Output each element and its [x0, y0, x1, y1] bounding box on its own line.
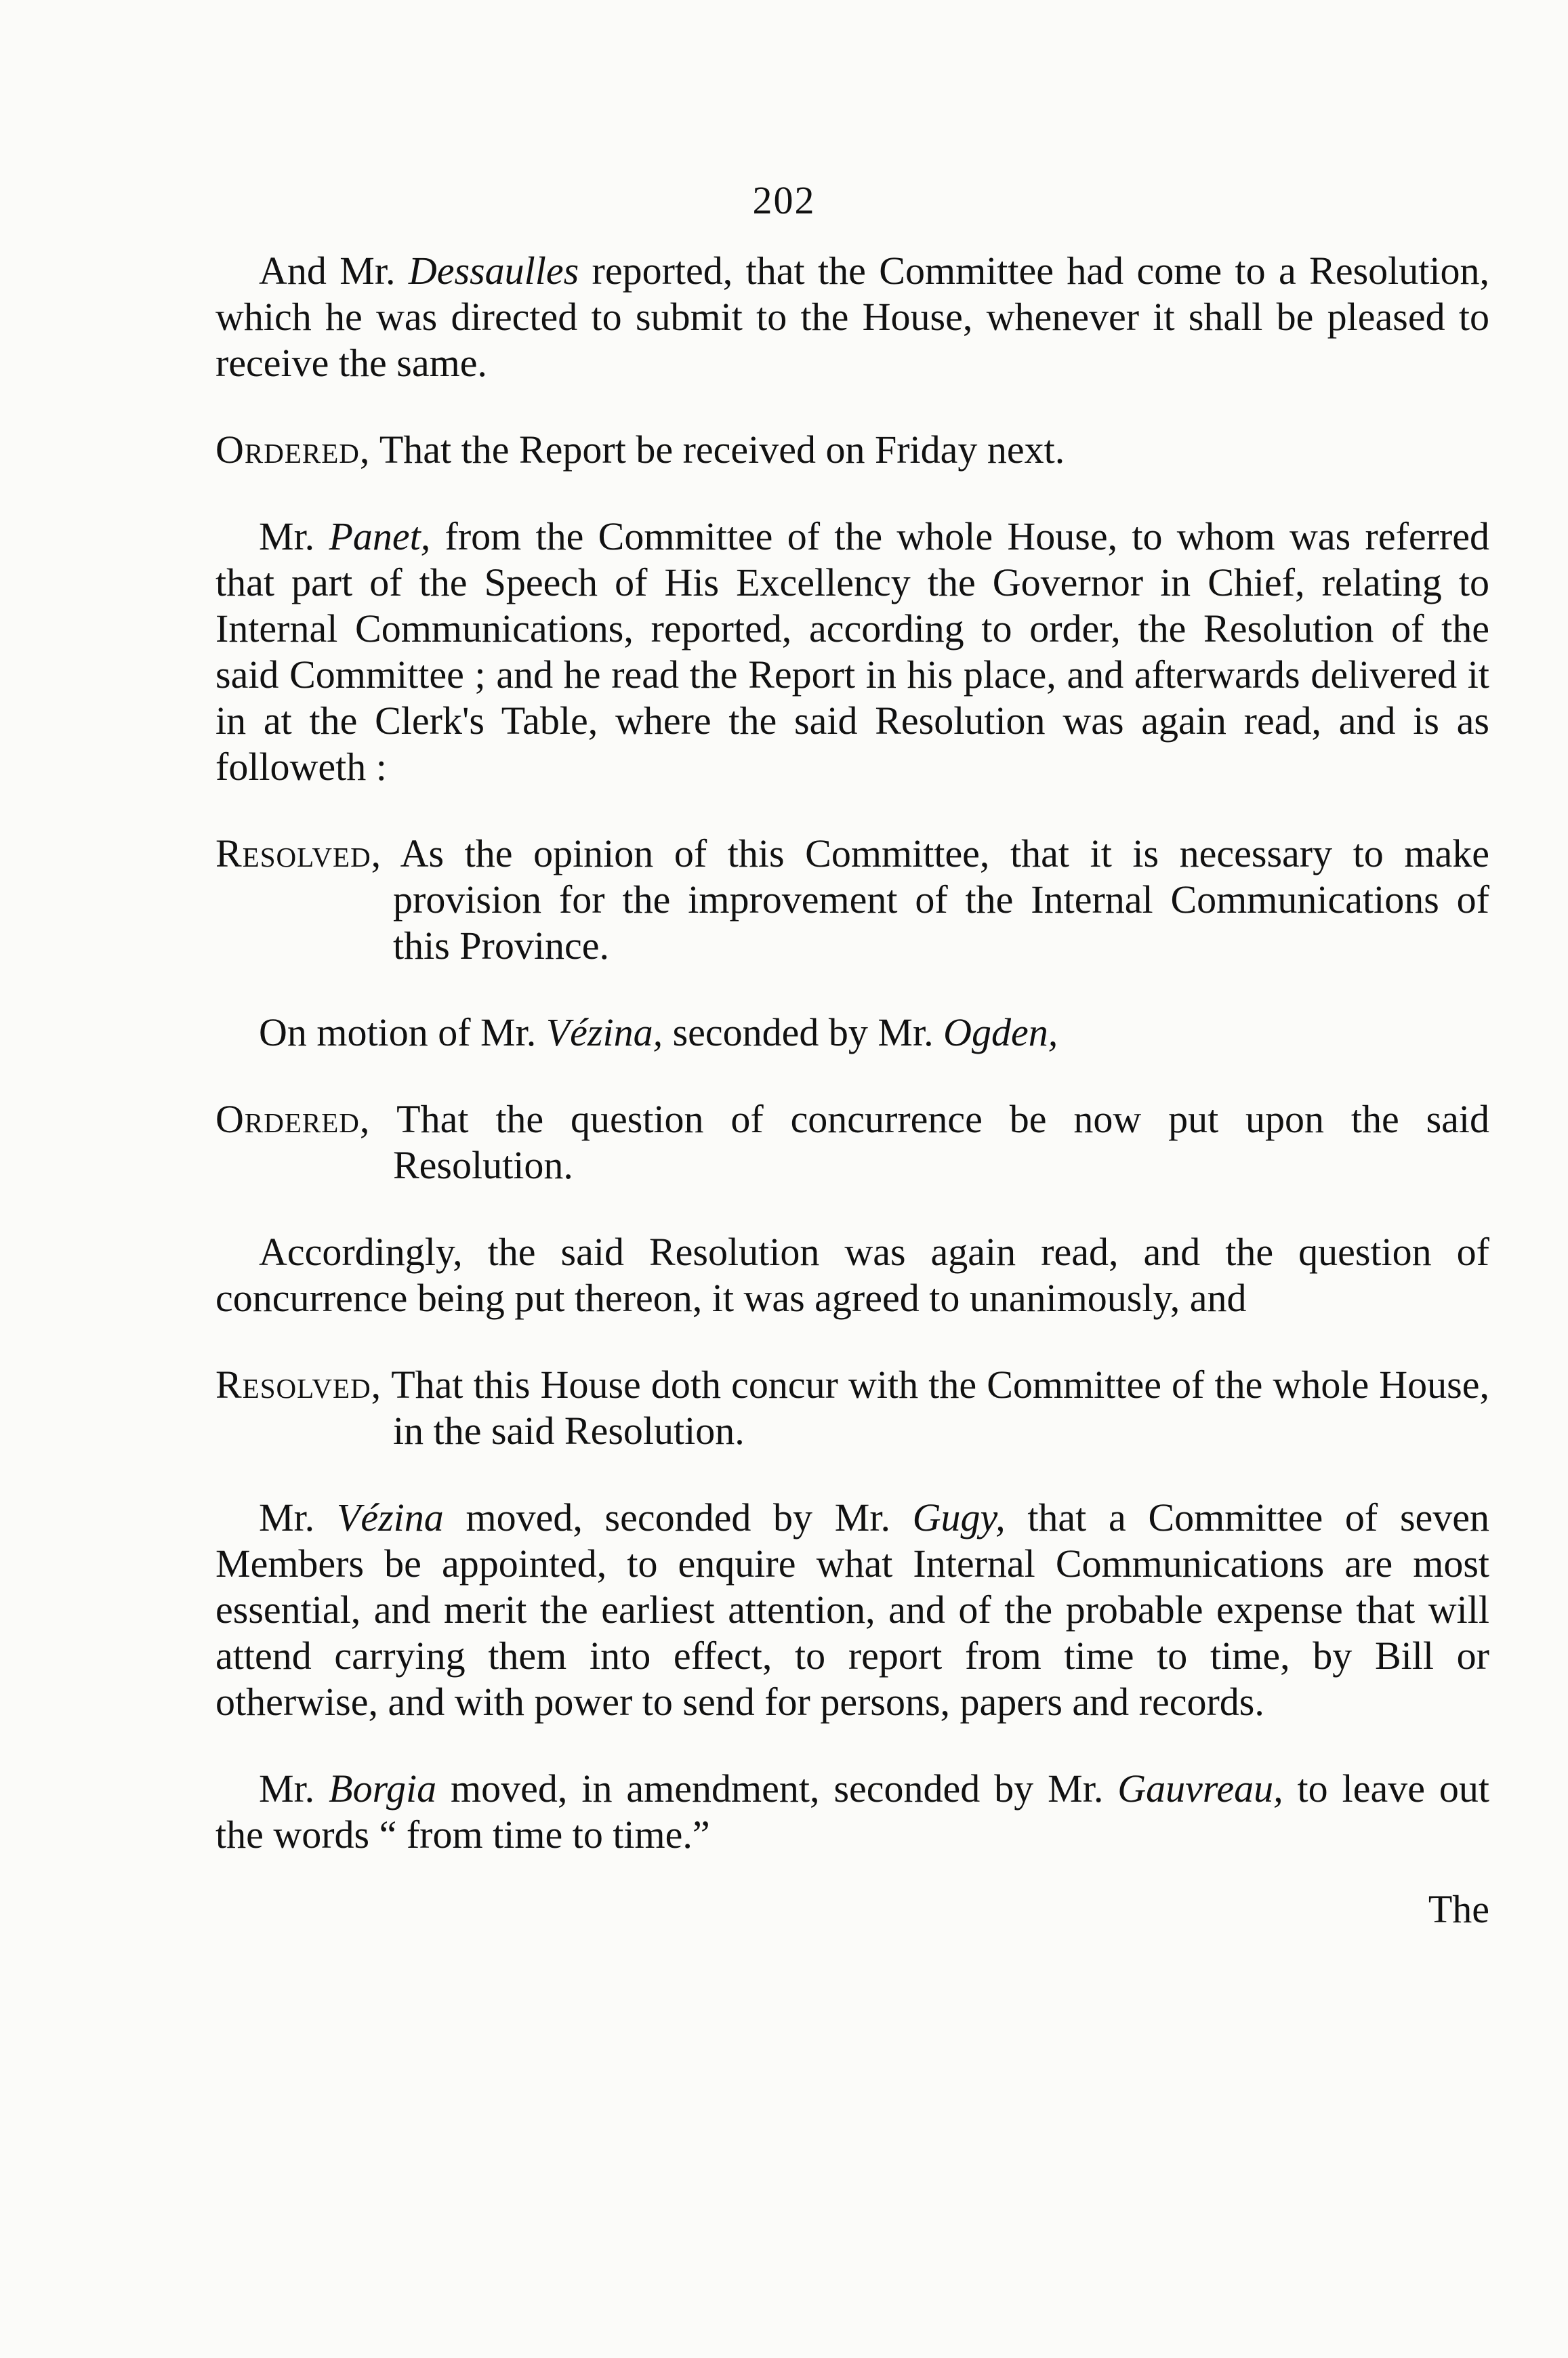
italic-name: Dessaulles	[408, 249, 579, 293]
text-run: reported, that the Committee had come to a Resolution, which he was directed to submit to the House, whenever it shall be pleased to receive the same.	[215, 249, 1489, 385]
text-run: seconded by Mr.	[663, 1010, 944, 1054]
text-run: moved, in amendment, seconded by Mr.	[436, 1766, 1118, 1811]
paragraph-motion-vezina-ogden	[215, 1010, 1489, 1056]
italic-name: Vézina	[336, 1495, 444, 1539]
text-run: Accordingly, the said Resolution was again read, and the question of concurrence being put thereon, it was agreed to unanimously, and	[215, 1230, 1489, 1320]
text-run: On motion of Mr.	[259, 1010, 546, 1054]
paragraph-resolved-concur	[215, 1362, 1489, 1454]
italic-name: Panet,	[329, 514, 431, 558]
catchword: The	[1428, 1887, 1489, 1931]
italic-name: Borgia	[329, 1766, 437, 1811]
clause-label: Ordered,	[215, 1097, 371, 1141]
italic-name: Gugy,	[912, 1495, 1006, 1539]
paragraph-resolved-provision	[215, 831, 1489, 969]
text-run: Mr.	[259, 1495, 337, 1539]
text-run: That the question of concurrence be now put upon the said Resolution.	[370, 1097, 1489, 1187]
text-run: As the opinion of this Committee, that it is necessary to make provision for the improvement of the Internal Communications of this Province.	[381, 831, 1489, 968]
clause-label: Ordered,	[215, 428, 371, 472]
page-body	[215, 248, 1489, 1899]
paragraph-amendment-borgia	[215, 1766, 1489, 1858]
italic-name: Vézina,	[545, 1010, 663, 1054]
clause-label: Resolved,	[215, 831, 382, 875]
text-run: from the Committee of the whole House, to whom was referred that part of the Speech of His Excellency the Governor in Chief, relating to Internal Communications, reported, according to order, the Resolution of the said Committee ; and he read the Report in his place, and afterwards delivered it in at the Clerk's Table, where the said Resolution was again read, and is as followeth :	[215, 514, 1490, 789]
italic-name: Ogden,	[943, 1010, 1058, 1054]
italic-name: Gauvreau,	[1117, 1766, 1283, 1811]
paragraph-ordered-question	[215, 1096, 1489, 1188]
text-run: And Mr.	[259, 249, 409, 293]
paragraph-report-panet	[215, 514, 1489, 790]
clause-label: Resolved,	[215, 1363, 382, 1407]
text-run: to leave out the words “ from time to time.”	[215, 1766, 1490, 1857]
paragraph-report-dessaulles	[215, 248, 1489, 386]
text-run: moved, seconded by Mr.	[443, 1495, 913, 1539]
text-run: Mr.	[259, 1766, 329, 1811]
text-run: That this House doth concur with the Committee of the whole House, in the said Resolution.	[381, 1363, 1489, 1453]
paragraph-accordingly	[215, 1229, 1489, 1321]
paragraph-motion-committee	[215, 1495, 1489, 1725]
text-run: That the Report be received on Friday next.	[370, 428, 1065, 472]
paragraph-ordered-report	[215, 427, 1489, 473]
text-run: Mr.	[259, 514, 329, 558]
text-run: that a Committee of seven Members be appointed, to enquire what Internal Communications are most essential, and merit the earliest attention, and of the probable expense that will attend carrying them into effect, to report from time to time, by Bill or otherwise, and with power to send for persons, papers and records.	[215, 1495, 1489, 1724]
page-number: 202	[752, 178, 816, 222]
